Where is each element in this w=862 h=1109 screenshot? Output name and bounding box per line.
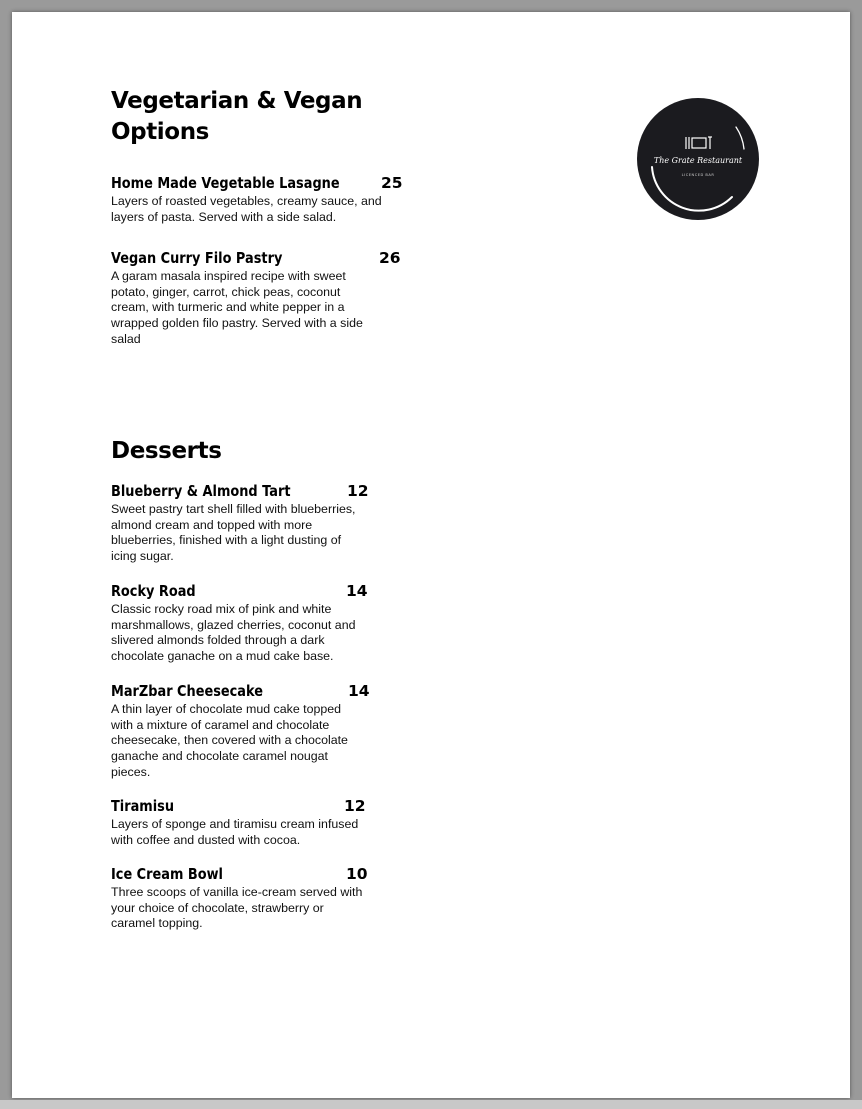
vegetarian-section-title <box>111 86 362 148</box>
item-price: 10 <box>346 865 368 883</box>
item-name: Vegan Curry Filo Pastry <box>111 249 283 267</box>
item-price: 12 <box>344 797 366 815</box>
menu-item-rocky-road <box>111 581 369 665</box>
item-description: Sweet pastry tart shell filled with blueberries, almond cream and topped with more blueberries, finished with a light dusting of icing sugar. <box>111 502 356 564</box>
item-price: 14 <box>348 682 370 700</box>
item-description: A garam masala inspired recipe with sweet potato, ginger, carrot, chick peas, coconut cream, with turmeric and white pepper in a wrapped golden filo pastry. Served with a side salad <box>111 269 363 346</box>
restaurant-logo <box>636 97 760 221</box>
vegetarian-title-line2: Options <box>111 119 209 145</box>
item-name: Rocky Road <box>111 582 196 600</box>
vegetarian-title-line1: Vegetarian & Vegan <box>111 88 363 114</box>
menu-item-marzbar-cheesecake <box>111 681 370 781</box>
item-name: MarZbar Cheesecake <box>111 682 263 700</box>
item-name: Home Made Vegetable Lasagne <box>111 174 340 192</box>
item-description: Three scoops of vanilla ice-cream served with your choice of chocolate, strawberry or caramel topping. <box>111 885 363 931</box>
item-price: 26 <box>379 249 401 267</box>
menu-item-vegan-curry-filo <box>111 248 401 348</box>
logo-tagline: LICENCED BAR <box>681 173 715 177</box>
menu-item-vegetable-lasagne <box>111 173 401 225</box>
desserts-section-title: Desserts <box>111 438 222 464</box>
item-price: 14 <box>346 582 368 600</box>
menu-page <box>12 12 850 1098</box>
item-name: Blueberry & Almond Tart <box>111 482 291 500</box>
item-description: Classic rocky road mix of pink and white marshmallows, glazed cherries, coconut and slivered almonds folded through a dark chocolate ganache on a mud cake base. <box>111 602 356 664</box>
item-name: Ice Cream Bowl <box>111 865 223 883</box>
item-description: A thin layer of chocolate mud cake topped with a mixture of caramel and chocolate cheesecake, then covered with a chocolate ganache and chocolate caramel nougat pieces. <box>111 702 348 779</box>
item-price: 25 <box>381 174 403 192</box>
viewer-bottom-edge <box>0 1100 862 1109</box>
item-description: Layers of sponge and tiramisu cream infused with coffee and dusted with cocoa. <box>111 817 359 847</box>
menu-item-tiramisu <box>111 796 366 848</box>
menu-item-blueberry-almond-tart <box>111 481 367 565</box>
menu-item-ice-cream-bowl <box>111 864 367 932</box>
item-name: Tiramisu <box>111 797 175 815</box>
item-description: Layers of roasted vegetables, creamy sauce, and layers of pasta. Served with a side salad. <box>111 194 382 224</box>
item-price: 12 <box>347 482 369 500</box>
logo-name: The Grate Restaurant <box>653 156 743 165</box>
